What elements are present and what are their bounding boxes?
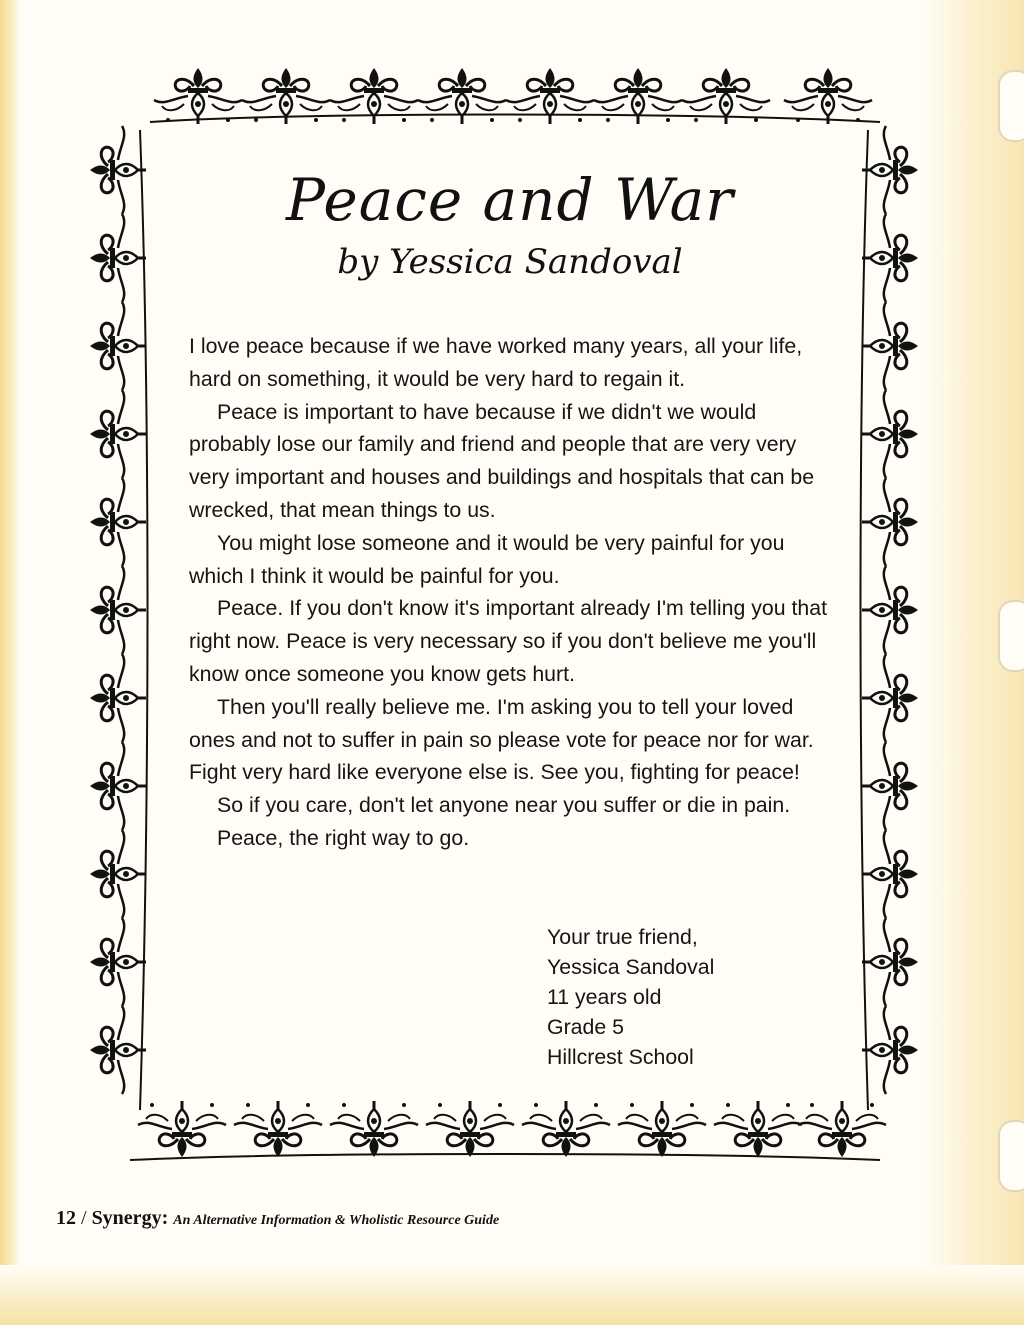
article-body xyxy=(189,330,829,855)
signature-grade: Grade 5 xyxy=(547,1015,624,1039)
signature-block xyxy=(547,922,714,1072)
footer-separator: / xyxy=(76,1207,92,1229)
signature-school: Hillcrest School xyxy=(547,1045,694,1069)
article-title: Peace and War xyxy=(286,166,734,234)
paragraph: I love peace because if we have worked many years, all your life, hard on something, it would be very hard to regain it. xyxy=(189,334,803,391)
paragraph: Peace is important to have because if we didn't we would probably lose our family and friend and people that are very very very important and houses and buildings and hospitals that can be wrecked, that mean things to us. xyxy=(189,399,815,522)
page-footer xyxy=(56,1207,499,1230)
paragraph: Peace, the right way to go. xyxy=(217,825,470,850)
paragraph: Then you'll really believe me. I'm asking you to tell your loved ones and not to suffer in pain so please vote for peace nor for war. Fight very hard like everyone else is. See you, fighting for peace! xyxy=(189,694,814,785)
magazine-subtitle: An Alternative Information & Wholistic Resource Guide xyxy=(173,1213,500,1228)
magazine-name: Synergy: xyxy=(91,1207,169,1229)
article-byline: by Yessica Sandoval xyxy=(337,242,683,282)
page-number: 12 xyxy=(56,1207,76,1229)
paragraph: So if you care, don't let anyone near you suffer or die in pain. xyxy=(217,793,791,818)
paragraph: Peace. If you don't know it's important already I'm telling you that right now. Peace is very necessary so if you don't believe me you'll know once someone you know gets hurt. xyxy=(189,596,828,686)
signature-age: 11 years old xyxy=(547,985,662,1009)
signature-name: Yessica Sandoval xyxy=(547,955,715,979)
paragraph: You might lose someone and it would be very painful for you which I think it would be painful for you. xyxy=(189,530,785,588)
signature-closing: Your true friend, xyxy=(547,925,698,949)
